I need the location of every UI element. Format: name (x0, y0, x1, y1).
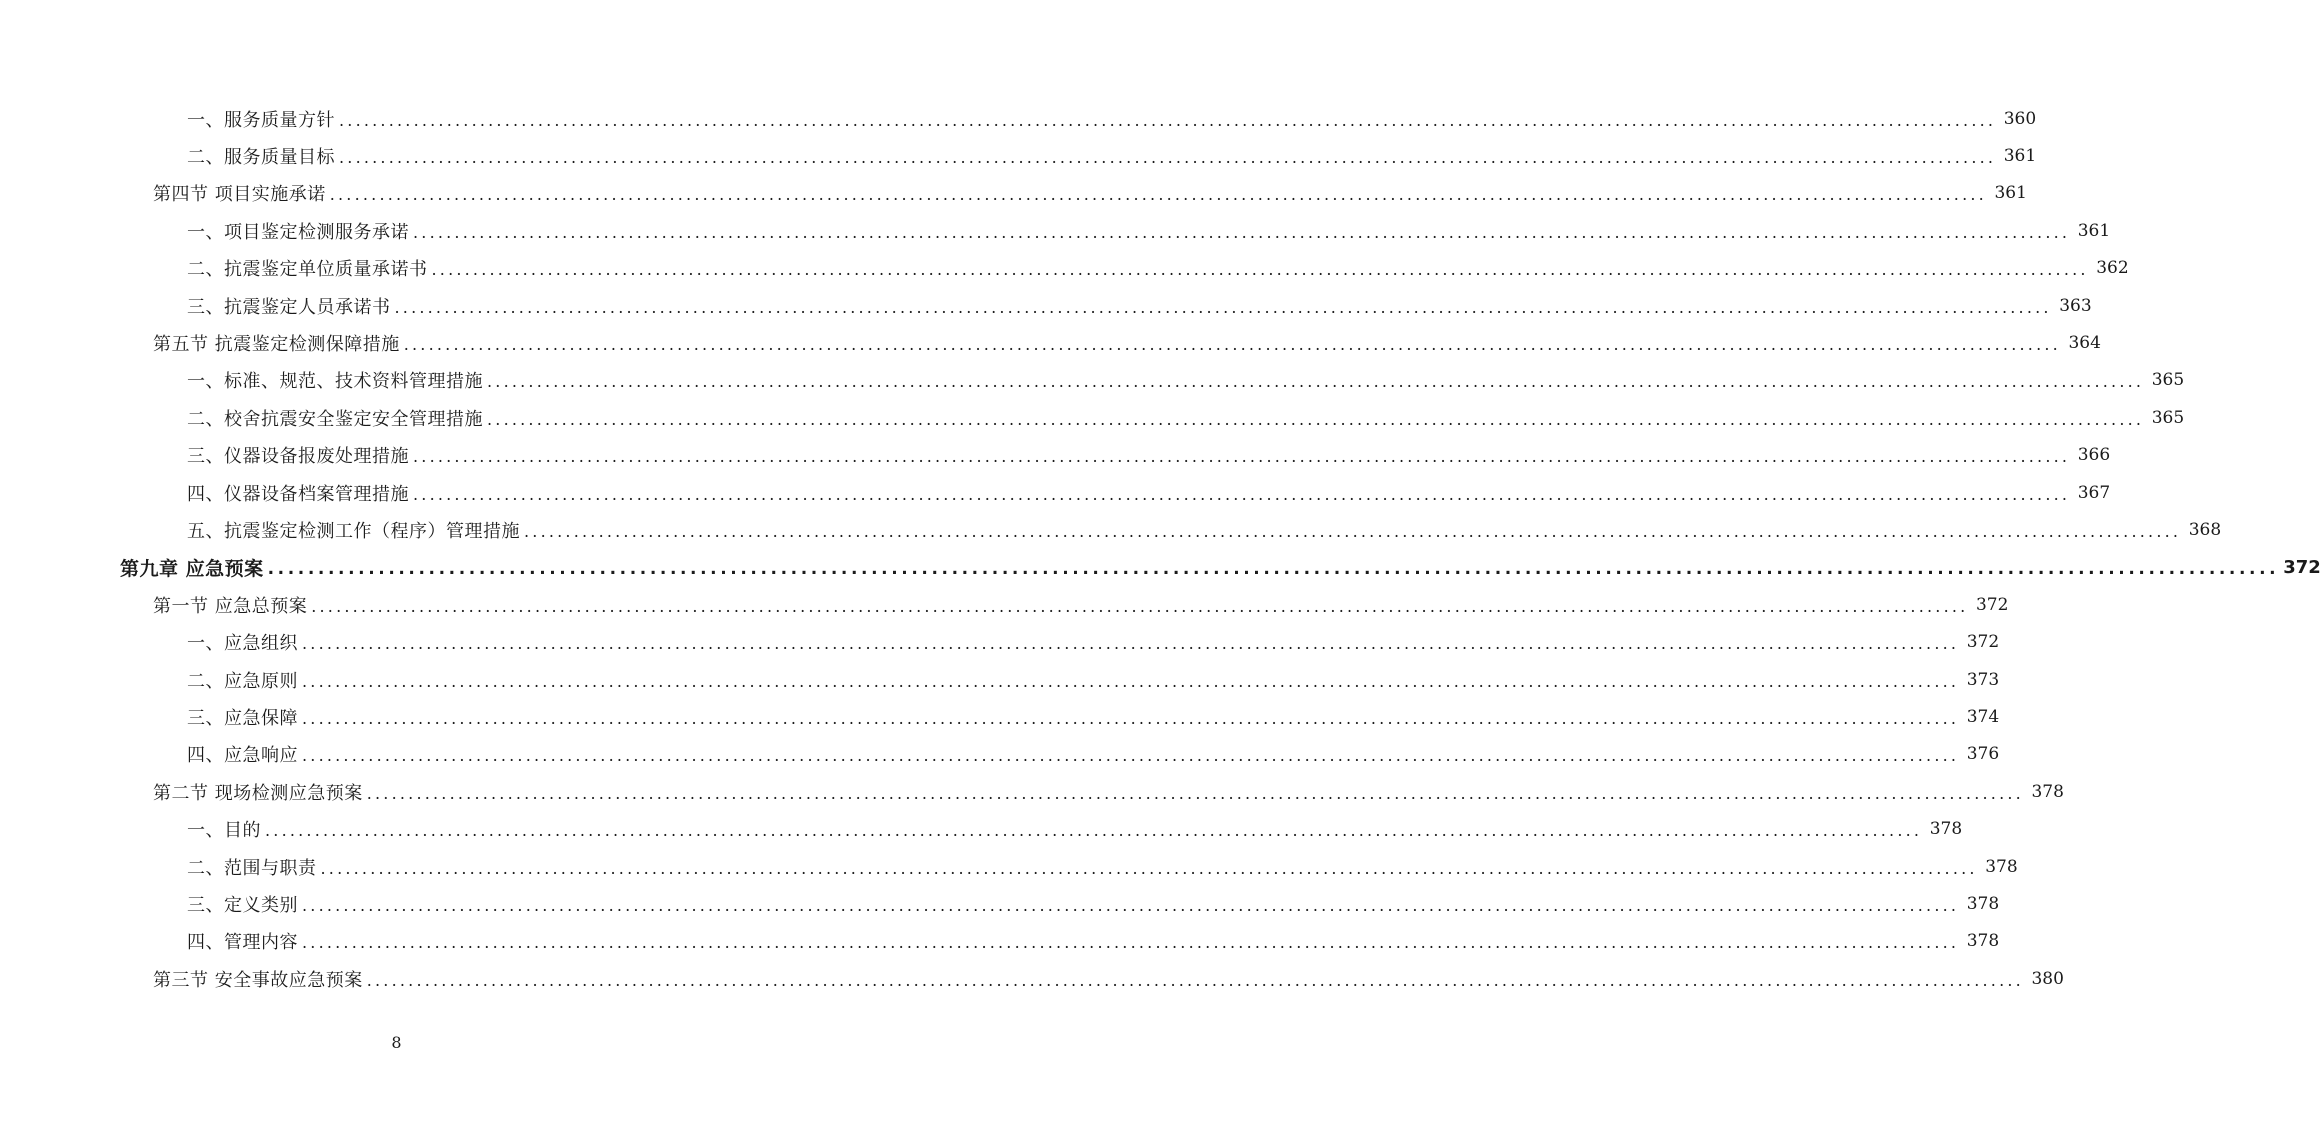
toc-entry-title: 二、抗震鉴定单位质量承诺书 (187, 259, 428, 281)
toc-entry-item[interactable] (0, 885, 2000, 922)
toc-entry-title: 三、抗震鉴定人员承诺书 (187, 296, 391, 318)
toc-entry-page: 374 (1966, 706, 2000, 727)
toc-entry-item[interactable] (0, 399, 2185, 436)
toc-entry-item[interactable] (0, 810, 1963, 847)
table-of-contents (0, 100, 2321, 997)
toc-entry-page: 363 (2059, 295, 2092, 316)
toc-entry-title: 一、标准、规范、技术资料管理措施 (187, 371, 483, 393)
toc-entry-item[interactable] (0, 100, 2037, 137)
toc-entry-title: 四、仪器设备档案管理措施 (187, 483, 409, 505)
toc-dot-leader: ........................................................................................................................................................................................................ (487, 372, 2145, 392)
toc-entry-page: 378 (1966, 931, 2000, 952)
toc-dot-leader: ........................................................................................................................................................................................................ (302, 671, 1960, 691)
toc-entry-item[interactable] (0, 511, 2222, 548)
toc-entry-section[interactable] (0, 175, 2027, 212)
toc-entry-page: 372 (1975, 594, 2009, 615)
toc-dot-leader: ........................................................................................................................................................................................................ (413, 447, 2071, 467)
toc-entry-page: 368 (2188, 519, 2222, 540)
toc-entry-item[interactable] (0, 437, 2111, 474)
toc-dot-leader: ........................................................................................................................................................................................................ (339, 110, 1997, 130)
toc-dot-leader: ........................................................................................................................................................................................................ (302, 895, 1960, 915)
toc-entry-item[interactable] (0, 250, 2129, 287)
toc-entry-item[interactable] (0, 623, 2000, 660)
toc-dot-leader: ........................................................................................................................................................................................................ (366, 970, 2024, 990)
toc-dot-leader: ........................................................................................................................................................................................................ (413, 484, 2071, 504)
toc-dot-leader: ........................................................................................................................................................................................................ (431, 260, 2089, 280)
toc-dot-leader: ........................................................................................................................................................................................................ (265, 821, 1923, 841)
toc-entry-title: 第一节 应急总预案 (153, 595, 308, 617)
toc-entry-title: 五、抗震鉴定检测工作（程序）管理措施 (187, 520, 520, 542)
toc-entry-page: 378 (2031, 781, 2064, 802)
toc-entry-title: 二、应急原则 (187, 670, 298, 692)
toc-entry-page: 372 (2283, 556, 2321, 578)
toc-entry-page: 362 (2096, 258, 2129, 279)
toc-dot-leader: ........................................................................................................................................................................................................ (311, 596, 1969, 616)
toc-dot-leader: ........................................................................................................................................................................................................ (366, 783, 2024, 803)
toc-entry-title: 四、管理内容 (187, 932, 298, 954)
toc-entry-page: 376 (1966, 744, 2000, 765)
toc-dot-leader: ........................................................................................................................................................................................................ (394, 297, 2052, 317)
toc-entry-item[interactable] (0, 923, 2000, 960)
toc-entry-item[interactable] (0, 848, 2018, 885)
toc-entry-title: 第四节 项目实施承诺 (153, 184, 326, 206)
toc-entry-title: 第九章 应急预案 (120, 557, 264, 580)
toc-entry-page: 365 (2151, 407, 2185, 428)
toc-entry-title: 第五节 抗震鉴定检测保障措施 (153, 334, 400, 356)
toc-entry-item[interactable] (0, 698, 2000, 735)
toc-entry-page: 373 (1966, 669, 2000, 690)
toc-entry-page: 380 (2031, 968, 2064, 989)
toc-entry-page: 378 (1929, 819, 1963, 840)
page-number: 8 (391, 1033, 402, 1052)
toc-entry-title: 二、校舍抗震安全鉴定安全管理措施 (187, 408, 483, 430)
toc-dot-leader: ........................................................................................................................................................................................................ (302, 746, 1960, 766)
toc-entry-title: 第三节 安全事故应急预案 (153, 969, 363, 991)
toc-entry-title: 三、仪器设备报废处理措施 (187, 446, 409, 468)
toc-dot-leader: ........................................................................................................................................................................................................ (524, 521, 2182, 541)
toc-dot-leader: ........................................................................................................................................................................................................ (329, 185, 1987, 205)
toc-entry-title: 四、应急响应 (187, 745, 298, 767)
toc-entry-item[interactable] (0, 137, 2037, 174)
toc-entry-title: 一、项目鉴定检测服务承诺 (187, 221, 409, 243)
toc-entry-page: 378 (1985, 856, 2018, 877)
toc-entry-page: 361 (1994, 183, 2027, 204)
toc-entry-section[interactable] (0, 586, 2009, 623)
toc-entry-section[interactable] (0, 324, 2101, 361)
toc-entry-page: 361 (2003, 146, 2037, 167)
toc-entry-page: 365 (2151, 370, 2185, 391)
toc-entry-item[interactable] (0, 736, 2000, 773)
toc-dot-leader: ........................................................................................................................................................................................................ (320, 858, 1978, 878)
toc-entry-title: 三、定义类别 (187, 894, 298, 916)
toc-entry-item[interactable] (0, 287, 2092, 324)
toc-entry-title: 一、服务质量方针 (187, 109, 335, 131)
toc-entry-title: 一、目的 (187, 820, 261, 842)
toc-entry-title: 第二节 现场检测应急预案 (153, 782, 363, 804)
toc-dot-leader: ........................................................................................................................................................................................................ (403, 335, 2061, 355)
toc-entry-item[interactable] (0, 661, 2000, 698)
toc-entry-page: 361 (2077, 220, 2111, 241)
toc-dot-leader: ........................................................................................................................................................................................................ (339, 148, 1997, 168)
toc-dot-leader: ........................................................................................................................................................................................................ (302, 634, 1960, 654)
toc-entry-page: 367 (2077, 482, 2111, 503)
toc-dot-leader: ........................................................................................................................................................................................................ (267, 558, 2280, 579)
toc-entry-title: 三、应急保障 (187, 707, 298, 729)
toc-entry-item[interactable] (0, 362, 2185, 399)
toc-entry-page: 372 (1966, 632, 2000, 653)
toc-entry-section[interactable] (0, 960, 2064, 997)
toc-dot-leader: ........................................................................................................................................................................................................ (487, 409, 2145, 429)
toc-dot-leader: ........................................................................................................................................................................................................ (302, 708, 1960, 728)
toc-entry-title: 二、范围与职责 (187, 857, 317, 879)
toc-entry-page: 378 (1966, 893, 2000, 914)
toc-entry-page: 364 (2068, 333, 2101, 354)
toc-entry-section[interactable] (0, 773, 2064, 810)
toc-entry-title: 二、服务质量目标 (187, 147, 335, 169)
toc-dot-leader: ........................................................................................................................................................................................................ (413, 222, 2071, 242)
toc-entry-page: 366 (2077, 445, 2111, 466)
toc-entry-page: 360 (2003, 108, 2037, 129)
toc-entry-chapter[interactable] (0, 549, 2321, 586)
toc-entry-item[interactable] (0, 474, 2111, 511)
toc-entry-title: 一、应急组织 (187, 633, 298, 655)
toc-entry-item[interactable] (0, 212, 2111, 249)
toc-dot-leader: ........................................................................................................................................................................................................ (302, 933, 1960, 953)
